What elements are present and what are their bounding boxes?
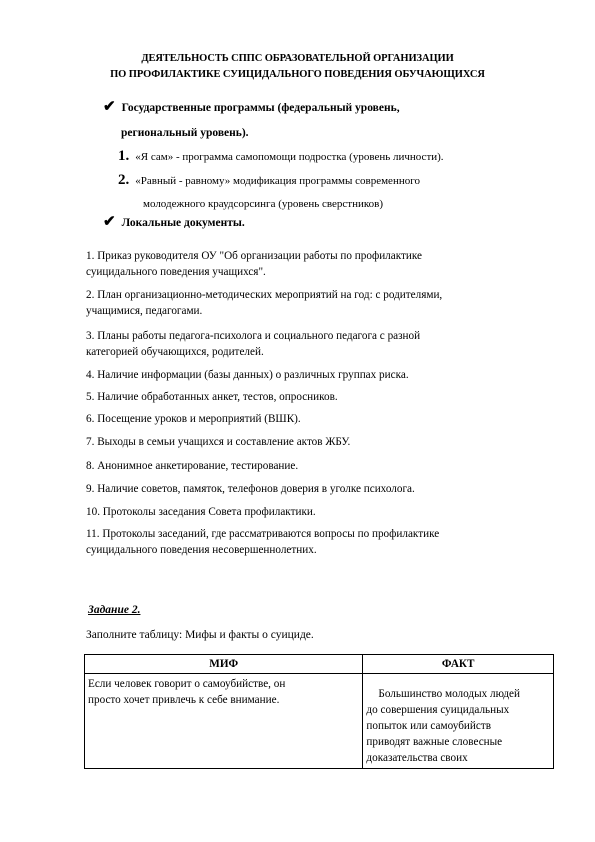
numbered-item-number: 2.	[118, 172, 130, 188]
fact-line: Большинство молодых людей	[378, 688, 521, 700]
column-header-myth: МИФ	[85, 655, 363, 674]
fact-line: до совершения суицидальных	[366, 704, 510, 716]
list-item	[86, 328, 552, 360]
fact-line: приводят важные словесные	[366, 736, 503, 748]
title-line-1: ДЕЯТЕЛЬНОСТЬ СППС ОБРАЗОВАТЕЛЬНОЙ ОРГАНИЗАЦИИ	[141, 53, 454, 64]
list-item: 8. Анонимное анкетирование, тестирование.	[86, 460, 299, 472]
numbered-item-number: 1.	[118, 148, 130, 164]
checklist-item-programs-cont: региональный уровень).	[121, 127, 249, 139]
task-instruction: Заполните таблицу: Мифы и факты о суициде.	[86, 629, 314, 641]
list-item	[86, 287, 552, 319]
check-icon: ✔	[103, 99, 116, 115]
table-row	[85, 674, 554, 769]
myths-facts-table	[84, 654, 554, 769]
list-item-line: учащимися, педагогами.	[86, 305, 203, 317]
numbered-item-1	[118, 148, 444, 165]
checklist-item-text: Государственные программы (федеральный уровень,	[121, 102, 400, 114]
list-item: 4. Наличие информации (базы данных) о различных группах риска.	[86, 369, 409, 381]
myth-line: Если человек говорит о самоубийстве, он	[88, 678, 286, 690]
numbered-item-text: «Равный - равному» модификация программы современного	[135, 175, 420, 187]
fact-cell	[363, 674, 554, 769]
list-item	[86, 526, 552, 558]
check-icon: ✔	[103, 214, 116, 230]
table-header-row	[85, 655, 554, 674]
list-item: 6. Посещение уроков и мероприятий (ВШК).	[86, 413, 301, 425]
list-item-line: суицидального поведения несовершеннолетних.	[86, 544, 317, 556]
list-item-line: 2. План организационно-методических мероприятий на год: с родителями,	[86, 289, 443, 301]
numbered-item-2	[118, 172, 420, 189]
list-item: 5. Наличие обработанных анкет, тестов, опросников.	[86, 391, 338, 403]
list-item-line: суицидального поведения учащихся".	[86, 266, 266, 278]
list-item: 9. Наличие советов, памяток, телефонов доверия в уголке психолога.	[86, 483, 415, 495]
task-label: Задание 2.	[88, 604, 141, 616]
checklist-item-programs	[103, 100, 400, 115]
list-item-line: 1. Приказ руководителя ОУ "Об организации работы по профилактике	[86, 250, 423, 262]
list-item: 7. Выходы в семьи учащихся и составление актов ЖБУ.	[86, 436, 351, 448]
fact-line: доказательства своих	[366, 752, 468, 764]
numbered-item-text: «Я сам» - программа самопомощи подростка (уровень личности).	[135, 151, 444, 163]
list-item-line: категорией обучающихся, родителей.	[86, 346, 264, 358]
column-header-fact: ФАКТ	[363, 655, 554, 674]
list-item: 10. Протоколы заседания Совета профилактики.	[86, 506, 316, 518]
title-line-2: ПО ПРОФИЛАКТИКЕ СУИЦИДАЛЬНОГО ПОВЕДЕНИЯ ОБУЧАЮЩИХСЯ	[110, 69, 485, 80]
list-item-line: 11. Протоколы заседаний, где рассматриваются вопросы по профилактике	[86, 528, 440, 540]
checklist-item-local-docs	[103, 215, 245, 230]
checklist-item-text: Локальные документы.	[121, 217, 245, 229]
myth-line: просто хочет привлечь к себе внимание.	[88, 694, 280, 706]
list-item	[86, 248, 552, 280]
list-item-line: 3. Планы работы педагога-психолога и социального педагога с разной	[86, 330, 421, 342]
fact-line: попыток или самоубийств	[366, 720, 491, 732]
numbered-item-2-cont: молодежного краудсорсинга (уровень сверстников)	[143, 198, 384, 210]
myth-cell	[85, 674, 363, 769]
